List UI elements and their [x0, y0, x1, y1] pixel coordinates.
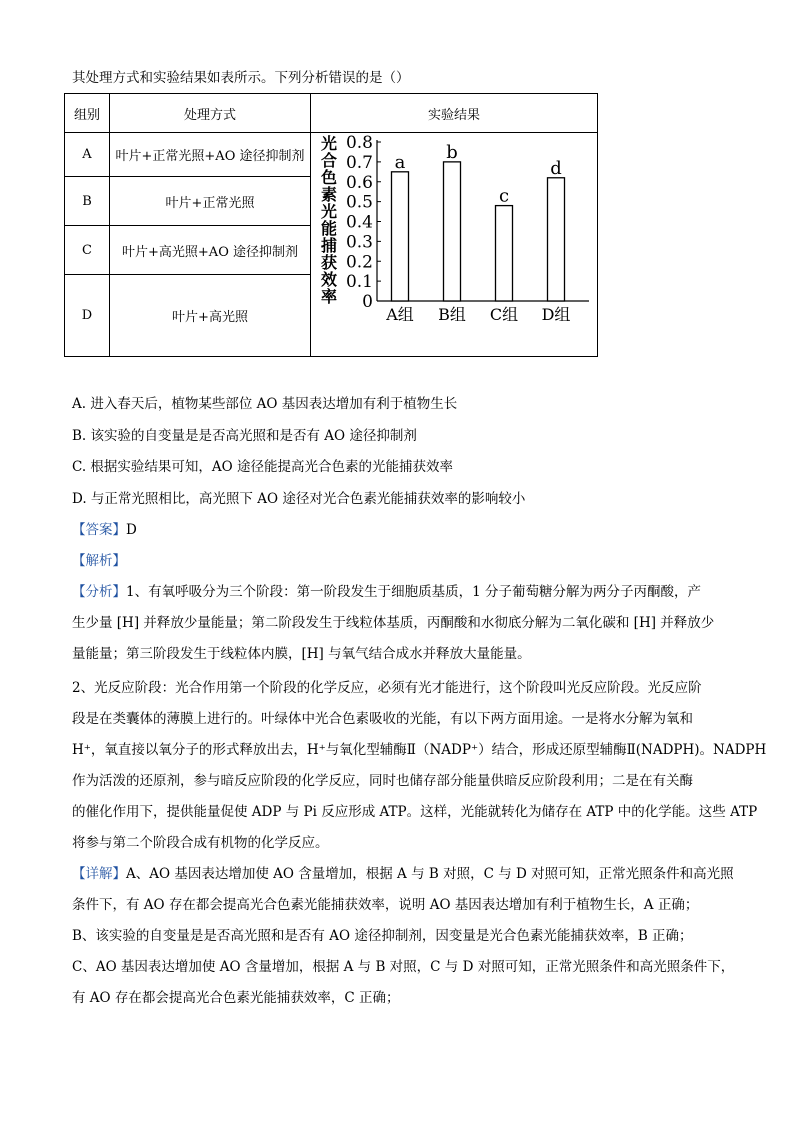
experiment-table	[64, 93, 598, 357]
analysis-line: 作为活泼的还原剂，参与暗反应阶段的化学反应，同时也储存部分能量供暗反应阶段利用；二是在有关酶	[72, 773, 693, 789]
table-cell-treatment: 叶片+高光照	[110, 275, 311, 357]
table-header-result: 实验结果	[311, 94, 598, 133]
analysis-title: 【解析】	[72, 553, 126, 569]
analysis-line: 将参与第二个阶段合成有机物的化学反应。	[72, 835, 329, 851]
analysis-line: 量能量；第三阶段发生于线粒体内膜，[H] 与氧气结合成水并释放大量能量。	[72, 646, 531, 662]
table-header-row	[65, 94, 598, 133]
analysis-line: 生少量 [H] 并释放少量能量；第二阶段发生于线粒体基质，丙酮酸和水彻底分解为二氧化碳和 [H] 并释放少	[72, 615, 715, 631]
bar-letter-label: a	[394, 151, 406, 173]
table-cell-treatment: 叶片+高光照+AO 途径抑制剂	[110, 226, 311, 275]
option-c: C. 根据实验结果可知，AO 途径能提高光合色素的光能捕获效率	[72, 459, 454, 475]
detail-line: 有 AO 存在都会提高光合色素光能捕获效率，C 正确；	[72, 990, 400, 1006]
answer-value: D	[126, 522, 137, 538]
bar	[444, 162, 461, 301]
detail-label: 【详解】	[72, 866, 126, 882]
x-tick-label: C组	[489, 305, 519, 324]
analysis-label: 【分析】	[72, 584, 126, 600]
y-tick-label: 0.2	[345, 252, 373, 273]
y-tick-label: 0	[362, 292, 373, 312]
x-tick-label: A组	[386, 305, 414, 324]
table-header-treatment: 处理方式	[110, 94, 311, 133]
bar-letter-label: d	[550, 157, 562, 179]
option-b: B. 该实验的自变量是是否高光照和是否有 AO 途径抑制剂	[72, 428, 417, 444]
answer-label: 【答案】	[72, 522, 126, 538]
answer-line	[72, 521, 137, 539]
y-tick-label: 0.3	[345, 232, 373, 253]
option-a: A. 进入春天后，植物某些部位 AO 基因表达增加有利于植物生长	[72, 396, 458, 412]
option-d: D. 与正常光照相比，高光照下 AO 途径对光合色素光能捕获效率的影响较小	[72, 491, 526, 507]
y-tick-label: 0.8	[345, 133, 373, 153]
x-tick-label: D组	[541, 305, 571, 324]
bar-letter-label: c	[498, 185, 510, 207]
table-row	[65, 133, 598, 177]
result-bar-chart	[311, 133, 597, 352]
y-tick-label: 0.1	[345, 272, 373, 293]
analysis-line: 的催化作用下，提供能量促使 ADP 与 Pi 反应形成 ATP。这样，光能就转化为储存在 ATP 中的化学能。这些 ATP	[72, 804, 758, 820]
analysis-line: 【分析】1、有氧呼吸分为三个阶段：第一阶段发生于细胞质基质，1 分子葡萄糖分解为两分子丙酮酸，产	[72, 584, 701, 600]
detail-line: 条件下，有 AO 存在都会提高光合色素光能捕获效率，说明 AO 基因表达增加有利于植物生长，A 正确；	[72, 897, 699, 913]
y-tick-label: 0.5	[345, 192, 373, 213]
table-cell-treatment: 叶片+正常光照	[110, 176, 311, 225]
table-cell-treatment: 叶片+正常光照+AO 途径抑制剂	[110, 133, 311, 177]
analysis-line: 2、光反应阶段：光合作用第一个阶段的化学反应，必须有光才能进行，这个阶段叫光反应阶段。光反应阶	[72, 680, 702, 696]
analysis-line: H⁺，氧直接以氧分子的形式释放出去，H⁺与氧化型辅酶Ⅱ（NADP⁺）结合，形成还原型辅酶Ⅱ(NADPH)。NADPH	[72, 742, 767, 758]
analysis-line: 段是在类囊体的薄膜上进行的。叶绿体中光合色素吸收的光能，有以下两方面用途。一是将水分解为氧和	[72, 711, 693, 727]
x-tick-label: B组	[438, 305, 466, 324]
y-tick-label: 0.6	[345, 172, 373, 193]
bar	[392, 172, 409, 301]
bar-letter-label: b	[446, 141, 458, 163]
result-chart-cell	[311, 133, 598, 357]
y-tick-label: 0.7	[345, 152, 373, 173]
table-cell-group: C	[65, 226, 110, 275]
table-cell-group: B	[65, 176, 110, 225]
table-cell-group: D	[65, 275, 110, 357]
detail-line: 【详解】A、AO 基因表达增加使 AO 含量增加，根据 A 与 B 对照，C 与 D 对照可知，正常光照条件和高光照	[72, 866, 734, 882]
question-intro: 其处理方式和实验结果如表所示。下列分析错误的是（）	[72, 70, 410, 86]
bar	[496, 206, 513, 301]
bar	[548, 178, 565, 301]
y-axis-label: 光合色素光能捕获效率	[320, 134, 338, 306]
y-tick-label: 0.4	[345, 212, 373, 233]
table-header-group: 组别	[65, 94, 110, 133]
table-cell-group: A	[65, 133, 110, 177]
detail-line: C、AO 基因表达增加使 AO 含量增加，根据 A 与 B 对照，C 与 D 对照可知，正常光照条件和高光照条件下，	[72, 959, 735, 975]
detail-line: B、该实验的自变量是是否高光照和是否有 AO 途径抑制剂，因变量是光合色素光能捕获效率，B 正确；	[72, 928, 693, 944]
